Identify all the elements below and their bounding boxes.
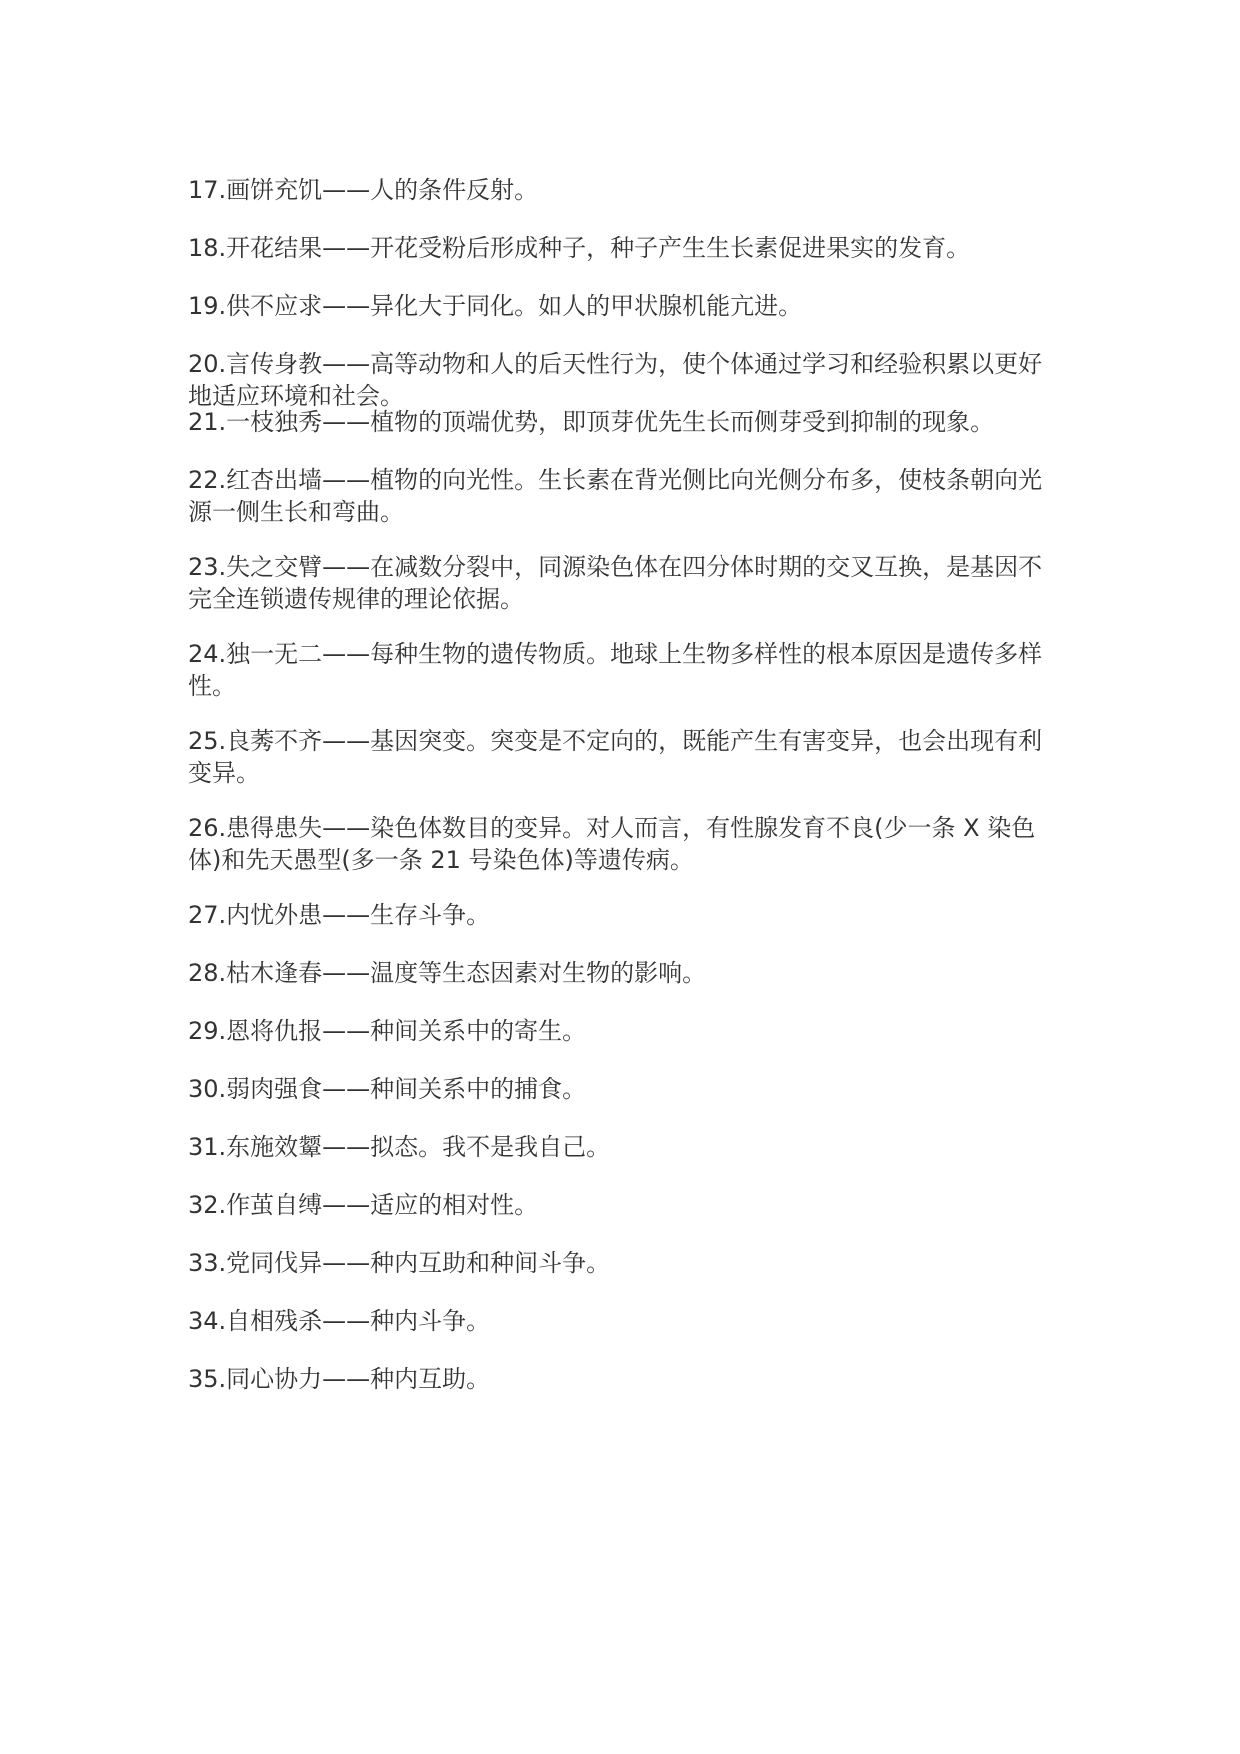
entry-35: 35.同心协力——种内互助。 xyxy=(188,1365,491,1393)
entry-27: 27.内忧外患——生存斗争。 xyxy=(188,901,491,929)
entry-25: 25.良莠不齐——基因突变。突变是不定向的，既能产生有害变异，也会出现有利变异。 xyxy=(188,727,1043,787)
entry-24: 24.独一无二——每种生物的遗传物质。地球上生物多样性的根本原因是遗传多样性。 xyxy=(188,640,1043,700)
entry-32: 32.作茧自缚——适应的相对性。 xyxy=(188,1191,539,1219)
entry-17: 17.画饼充饥——人的条件反射。 xyxy=(188,176,539,204)
entry-22: 22.红杏出墙——植物的向光性。生长素在背光侧比向光侧分布多，使枝条朝向光源一侧生长和弯曲。 xyxy=(188,466,1043,526)
entry-21: 21.一枝独秀——植物的顶端优势，即顶芽优先生长而侧芽受到抑制的现象。 xyxy=(188,408,995,436)
entry-33: 33.党同伐异——种内互助和种间斗争。 xyxy=(188,1249,611,1277)
entry-29: 29.恩将仇报——种间关系中的寄生。 xyxy=(188,1017,587,1045)
entry-28: 28.枯木逢春——温度等生态因素对生物的影响。 xyxy=(188,959,707,987)
entry-26: 26.患得患失——染色体数目的变异。对人而言，有性腺发育不良(少一条 X 染色体)和先天愚型(多一条 21 号染色体)等遗传病。 xyxy=(188,814,1036,874)
entry-18: 18.开花结果——开花受粉后形成种子，种子产生生长素促进果实的发育。 xyxy=(188,234,971,262)
entry-30: 30.弱肉强食——种间关系中的捕食。 xyxy=(188,1075,587,1103)
entry-19: 19.供不应求——异化大于同化。如人的甲状腺机能亢进。 xyxy=(188,292,803,320)
entry-31: 31.东施效颦——拟态。我不是我自己。 xyxy=(188,1133,611,1161)
entry-34: 34.自相残杀——种内斗争。 xyxy=(188,1307,491,1335)
entry-23: 23.失之交臂——在减数分裂中，同源染色体在四分体时期的交叉互换，是基因不完全连锁遗传规律的理论依据。 xyxy=(188,553,1043,613)
entry-20: 20.言传身教——高等动物和人的后天性行为，使个体通过学习和经验积累以更好地适应环境和社会。 xyxy=(188,350,1043,410)
